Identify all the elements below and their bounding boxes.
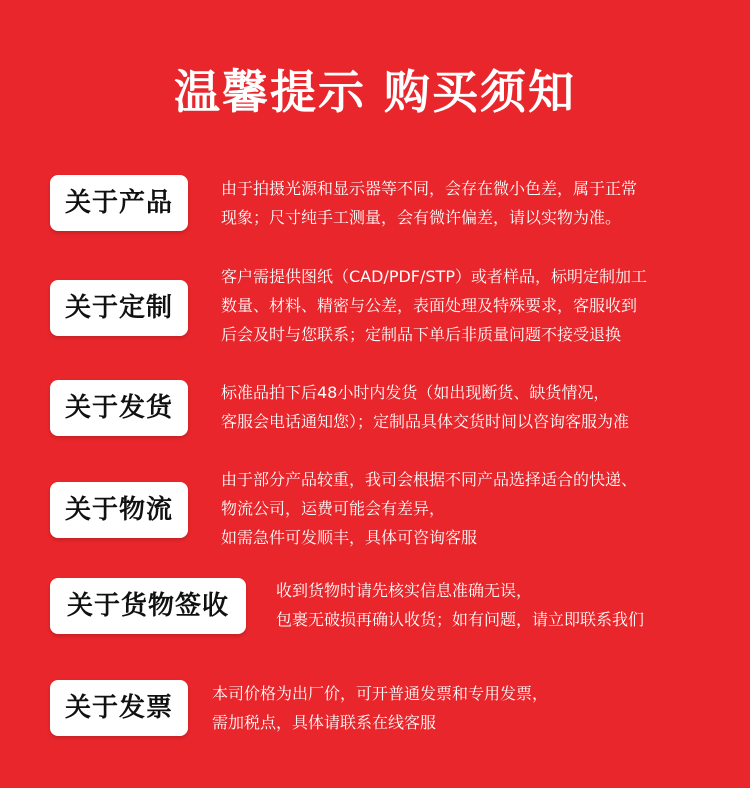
- page-title: 温馨提示 购买须知: [173, 65, 576, 119]
- label-invoice: 关于发票: [50, 680, 188, 736]
- desc-product: [221, 174, 637, 232]
- desc-line: 数量、材料、精密与公差，表面处理及特殊要求，客服收到: [221, 296, 638, 315]
- desc-line: 如需急件可发顺丰，具体可咨询客服: [221, 528, 478, 547]
- desc-line: 由于拍摄光源和显示器等不同，会存在微小色差，属于正常: [221, 179, 638, 198]
- desc-line: 后会及时与您联系；定制品下单后非质量问题不接受退换: [221, 325, 622, 344]
- label-product: 关于产品: [50, 175, 188, 231]
- desc-line: 本司价格为出厂价，可开普通发票和专用发票，: [212, 684, 549, 703]
- desc-line: 现象；尺寸纯手工测量，会有微许偏差，请以实物为准。: [221, 208, 622, 227]
- desc-line: 客服会电话通知您）；定制品具体交货时间以咨询客服为准: [221, 412, 630, 431]
- desc-line: 标准品拍下后48小时内发货（如出现断货、缺货情况，: [221, 383, 610, 402]
- desc-line: 物流公司，运费可能会有差异，: [221, 499, 446, 518]
- desc-line: 需加税点，具体请联系在线客服: [212, 713, 437, 732]
- desc-invoice: [212, 679, 548, 737]
- desc-custom: [221, 262, 647, 349]
- desc-line: 包裹无破损再确认收货；如有问题，请立即联系我们: [276, 610, 645, 629]
- label-logistics: 关于物流: [50, 482, 188, 538]
- label-receipt: 关于货物签收: [50, 578, 246, 634]
- desc-line: 由于部分产品较重，我司会根据不同产品选择适合的快递、: [221, 470, 638, 489]
- label-custom: 关于定制: [50, 280, 188, 336]
- desc-receipt: [276, 576, 644, 634]
- desc-line: 客户需提供图纸（CAD/PDF/STP）或者样品，标明定制加工: [221, 267, 647, 286]
- desc-line: 收到货物时请先核实信息准确无误，: [276, 581, 533, 600]
- label-shipping: 关于发货: [50, 380, 188, 436]
- desc-logistics: [221, 465, 637, 552]
- desc-shipping: [221, 378, 629, 436]
